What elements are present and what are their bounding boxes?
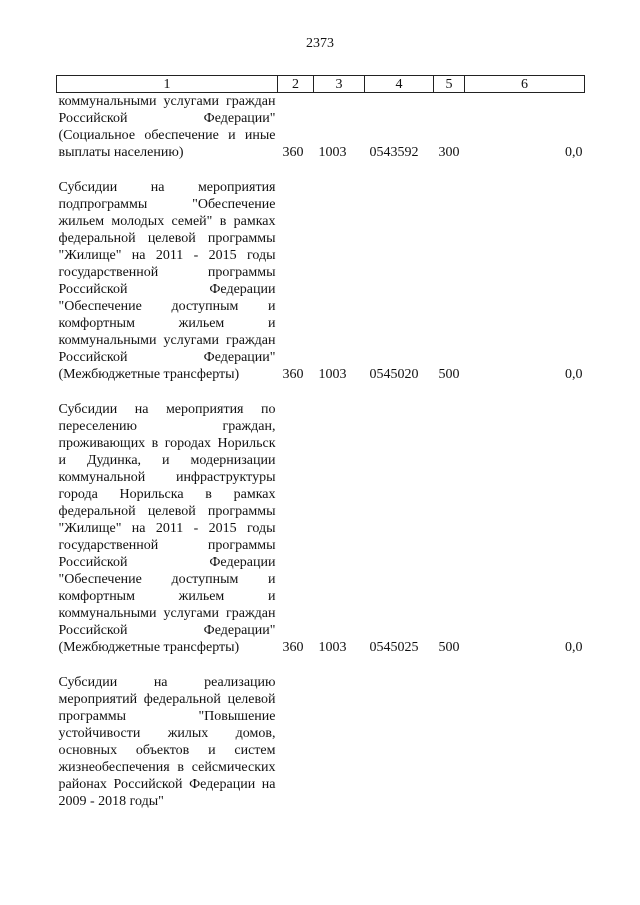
row-col3: 1003 bbox=[318, 640, 347, 655]
budget-table-container bbox=[56, 75, 584, 810]
column-header-6: 6 bbox=[465, 76, 585, 93]
row-col4: 0543592 bbox=[369, 145, 419, 160]
table-row bbox=[57, 93, 585, 162]
row-amount: 0,0 bbox=[565, 145, 583, 160]
row-description bbox=[57, 674, 278, 810]
row-amount: 0,0 bbox=[565, 640, 583, 655]
column-header-5: 5 bbox=[434, 76, 465, 93]
table-header-row bbox=[57, 76, 585, 93]
row-amount bbox=[465, 674, 585, 810]
column-header-4: 4 bbox=[365, 76, 434, 93]
row-description-text: коммунальными услугами граждан Российской Федерации" (Социальное обеспечение и иные выплаты населению) bbox=[58, 94, 276, 160]
table-row bbox=[57, 401, 585, 656]
row-description-text: Субсидии на реализацию мероприятий федеральной целевой программы "Повышение устойчивости жилых домов, основных объектов и систем жизнеобеспечения в сейсмических районах Российской Федерации на 2009 - 2018 годы" bbox=[58, 675, 276, 809]
row-col4: 0545025 bbox=[369, 640, 419, 655]
column-header-3: 3 bbox=[314, 76, 365, 93]
row-col5: 300 bbox=[438, 145, 460, 160]
row-amount: 0,0 bbox=[565, 367, 583, 382]
row-col3: 1003 bbox=[318, 145, 347, 160]
column-header-2: 2 bbox=[278, 76, 314, 93]
row-col2: 360 bbox=[282, 367, 304, 382]
budget-table bbox=[56, 75, 585, 810]
row-col2: 360 bbox=[282, 145, 304, 160]
row-col4: 0545020 bbox=[369, 367, 419, 382]
table-row bbox=[57, 674, 585, 810]
row-col5: 500 bbox=[438, 640, 460, 655]
page-number: 2373 bbox=[306, 36, 334, 51]
row-col5 bbox=[434, 674, 465, 810]
column-header-1: 1 bbox=[57, 76, 278, 93]
row-description-text: Субсидии на мероприятия по переселению граждан, проживающих в городах Норильск и Дудинка, и модернизации коммунальной инфраструктуры города Норильска в рамках федеральной целевой программы "Жилище" на 2011 - 2015 годы государственной программы Российской Федерации "Обеспечение доступным и комфортным жильем и коммунальными услугами граждан Российской Федерации" (Межбюджетные трансферты) bbox=[58, 402, 276, 655]
row-col2 bbox=[278, 674, 314, 810]
row-col3 bbox=[314, 674, 365, 810]
row-spacer bbox=[57, 656, 585, 674]
row-description bbox=[57, 179, 278, 383]
row-col3: 1003 bbox=[318, 367, 347, 382]
row-col5: 500 bbox=[438, 367, 460, 382]
row-description-text: Субсидии на мероприятия подпрограммы "Обеспечение жильем молодых семей" в рамках федеральной целевой программы "Жилище" на 2011 - 2015 годы государственной программы Российской Федерации "Обеспечение доступным и комфортным жильем и коммунальными услугами граждан Российской Федерации" (Межбюджетные трансферты) bbox=[58, 180, 276, 382]
row-col2: 360 bbox=[282, 640, 304, 655]
row-col4 bbox=[365, 674, 434, 810]
row-description bbox=[57, 93, 278, 162]
table-row bbox=[57, 179, 585, 383]
row-description bbox=[57, 401, 278, 656]
row-spacer bbox=[57, 383, 585, 401]
row-spacer bbox=[57, 161, 585, 179]
